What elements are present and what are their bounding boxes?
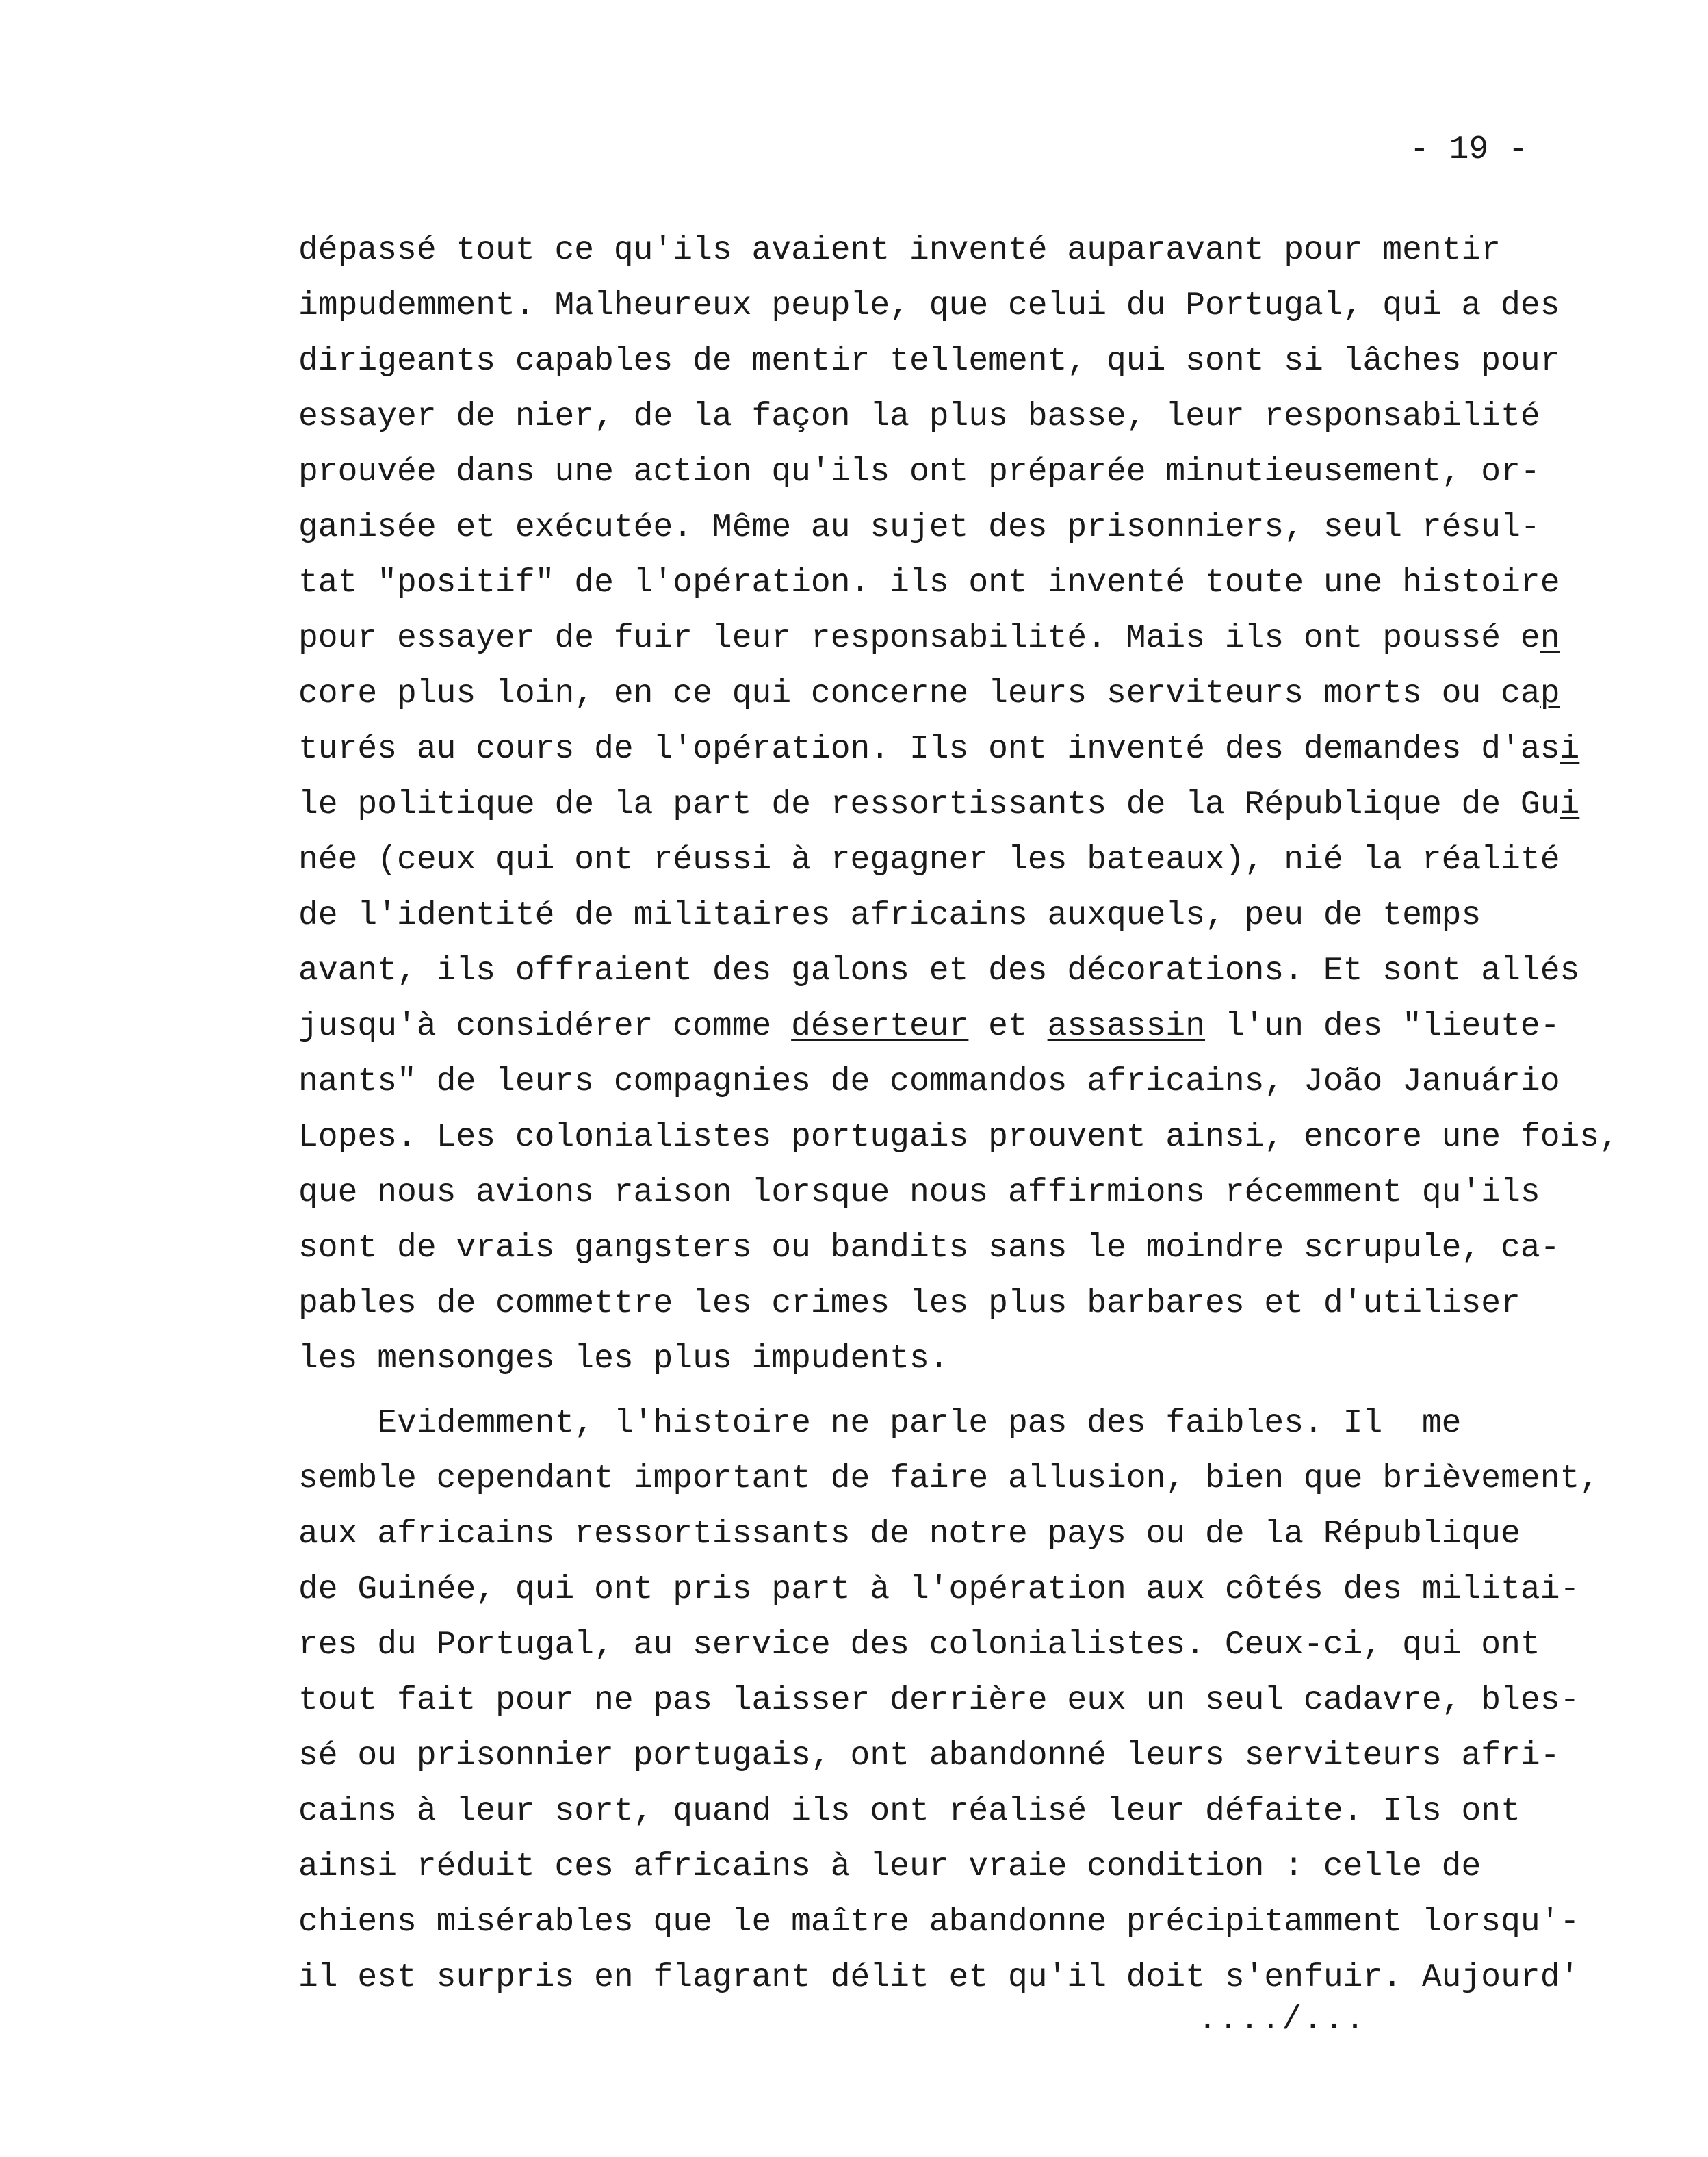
- text-segment: pour essayer de fuir leur responsabilité. Mais ils ont poussé e: [298, 620, 1540, 657]
- text-line: [298, 223, 1619, 279]
- text-line: [298, 1507, 1599, 1562]
- text-line: [298, 1332, 1619, 1387]
- text-segment: tout fait pour ne pas laisser derrière eux un seul cadavre, bles-: [298, 1682, 1580, 1719]
- text-segment: chiens misérables que le maître abandonne précipitamment lorsqu'-: [298, 1904, 1580, 1941]
- text-line: [298, 611, 1619, 667]
- text-line: [298, 777, 1619, 833]
- text-segment: core plus loin, en ce qui concerne leurs serviteurs morts ou ca: [298, 675, 1540, 712]
- text-segment: de Guinée, qui ont pris part à l'opération aux côtés des militai-: [298, 1571, 1580, 1608]
- text-line: [298, 722, 1619, 777]
- text-segment: sé ou prisonnier portugais, ont abandonné leurs serviteurs afri-: [298, 1738, 1560, 1774]
- text-line: [298, 1396, 1599, 1451]
- text-line: [298, 667, 1619, 722]
- text-segment: ainsi réduit ces africains à leur vraie condition : celle de: [298, 1848, 1481, 1885]
- text-segment: que nous avions raison lorsque nous affirmions récemment qu'ils: [298, 1174, 1540, 1211]
- text-segment: turés au cours de l'opération. Ils ont inventé des demandes d'as: [298, 731, 1560, 768]
- page-number: - 19 -: [1410, 131, 1528, 168]
- text-segment: prouvée dans une action qu'ils ont préparée minutieusement, or-: [298, 454, 1540, 491]
- text-line: [298, 1110, 1619, 1165]
- paragraph-1: [298, 223, 1619, 1387]
- text-segment: il est surpris en flagrant délit et qu'il doit s'enfuir. Aujourd': [298, 1959, 1580, 1996]
- text-line: [298, 1673, 1599, 1729]
- text-line: [298, 1055, 1619, 1110]
- text-segment: aux africains ressortissants de notre pays ou de la République: [298, 1516, 1521, 1553]
- text-segment: les mensonges les plus impudents.: [298, 1341, 949, 1378]
- text-segment: cains à leur sort, quand ils ont réalisé leur défaite. Ils ont: [298, 1793, 1521, 1830]
- underlined-text: p: [1540, 675, 1560, 712]
- text-segment: impudemment. Malheureux peuple, que celui du Portugal, qui a des: [298, 287, 1560, 324]
- text-line: [298, 334, 1619, 389]
- text-segment: semble cependant important de faire allusion, bien que brièvement,: [298, 1460, 1600, 1497]
- text-line: [298, 888, 1619, 944]
- text-line: [298, 1276, 1619, 1332]
- text-segment: de l'identité de militaires africains auxquels, peu de temps: [298, 897, 1481, 934]
- underlined-text: i: [1560, 786, 1580, 823]
- text-segment: Lopes. Les colonialistes portugais prouvent ainsi, encore une fois,: [298, 1119, 1619, 1156]
- text-segment: le politique de la part de ressortissants de la République de Gu: [298, 786, 1560, 823]
- text-line: [298, 1729, 1599, 1784]
- text-line: [298, 500, 1619, 556]
- text-line: [298, 556, 1619, 611]
- underlined-text: assassin: [1047, 1008, 1206, 1045]
- text-line: [298, 445, 1619, 500]
- text-segment: jusqu'à considérer comme: [298, 1008, 792, 1045]
- text-line: [298, 1950, 1599, 2006]
- text-segment: sont de vrais gangsters ou bandits sans le moindre scrupule, ca-: [298, 1230, 1560, 1267]
- text-line: [298, 944, 1619, 999]
- underlined-text: déserteur: [791, 1008, 969, 1045]
- text-line: [298, 389, 1619, 445]
- text-segment: et: [968, 1008, 1048, 1045]
- underlined-text: n: [1540, 620, 1560, 657]
- text-segment: essayer de nier, de la façon la plus basse, leur responsabilité: [298, 398, 1540, 435]
- text-segment: pables de commettre les crimes les plus barbares et d'utiliser: [298, 1285, 1521, 1322]
- text-line: [298, 1784, 1599, 1839]
- text-line: [298, 1562, 1599, 1618]
- text-line: [298, 1165, 1619, 1221]
- text-line: [298, 279, 1619, 334]
- text-line: [298, 1221, 1619, 1276]
- text-line: [298, 1451, 1599, 1507]
- text-line: [298, 1618, 1599, 1673]
- text-segment: tat "positif" de l'opération. ils ont inventé toute une histoire: [298, 565, 1560, 602]
- text-segment: l'un des "lieute-: [1205, 1008, 1560, 1045]
- text-segment: dirigeants capables de mentir tellement, qui sont si lâches pour: [298, 343, 1560, 380]
- text-line: [298, 833, 1619, 888]
- text-segment: dépassé tout ce qu'ils avaient inventé auparavant pour mentir: [298, 232, 1501, 269]
- text-line: [298, 1895, 1599, 1950]
- text-segment: ganisée et exécutée. Même au sujet des prisonniers, seul résul-: [298, 509, 1540, 546]
- text-segment: res du Portugal, au service des colonialistes. Ceux-ci, qui ont: [298, 1627, 1540, 1664]
- underlined-text: i: [1560, 731, 1580, 768]
- text-segment: avant, ils offraient des galons et des décorations. Et sont allés: [298, 953, 1580, 990]
- continuation-marker: ..../...: [1198, 2002, 1367, 2039]
- paragraph-2: [298, 1396, 1599, 2006]
- text-segment: née (ceux qui ont réussi à regagner les bateaux), nié la réalité: [298, 842, 1560, 879]
- text-line: [298, 1839, 1599, 1895]
- text-segment: Evidemment, l'histoire ne parle pas des faibles. Il me: [298, 1405, 1462, 1442]
- text-segment: nants" de leurs compagnies de commandos africains, João Januário: [298, 1063, 1560, 1100]
- text-line: [298, 999, 1619, 1055]
